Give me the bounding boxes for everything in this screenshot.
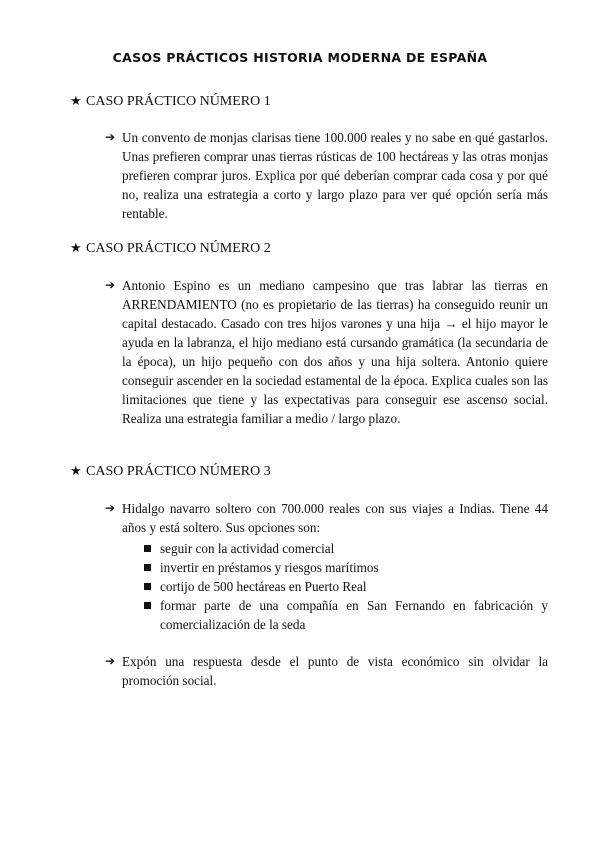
case-2-heading-text: CASO PRÁCTICO NÚMERO 2: [86, 241, 271, 256]
square-bullet-icon: [144, 564, 151, 571]
case-3-intro: [105, 499, 548, 537]
arrow-icon: ➔: [105, 278, 116, 292]
case-1-paragraph-text: Un convento de monjas clarisas tiene 100.000 reales y no sabe en qué gastarlos. Unas prefieren comprar unas tierras rústicas de 100 hectáreas y las otras monjas prefieren comprar juros. Explica por qué deberían comprar cada cosa y por qué no, realiza una estrategia a corto y largo plazo para ver qué opción sería más rentable.: [122, 130, 548, 221]
case-3-options-list: [142, 539, 548, 634]
square-bullet-icon: [144, 545, 151, 552]
square-bullet-icon: [144, 602, 151, 609]
case-1-paragraph: [105, 128, 548, 223]
case-1-heading-text: CASO PRÁCTICO NÚMERO 1: [86, 94, 271, 109]
list-item: invertir en préstamos y riesgos marítimos: [142, 558, 548, 577]
star-icon: ★: [70, 464, 82, 479]
case-3-heading: [70, 464, 271, 480]
arrow-icon: ➔: [105, 654, 116, 668]
case-3-closing-text: Expón una respuesta desde el punto de vista económico sin olvidar la promoción social.: [122, 654, 548, 688]
case-2-heading: [70, 241, 271, 257]
star-icon: ★: [70, 241, 82, 256]
list-item: formar parte de una compañía en San Fernando en fabricación y comercialización de la seda: [142, 596, 548, 634]
case-2-paragraph-text: Antonio Espino es un mediano campesino que tras labrar las tierras en ARRENDAMIENTO (no es propietario de las tierras) ha conseguido reunir un capital destacado. Casado con tres hijos varones y una hija → el hijo mayor le ayuda en la labranza, el hijo mediano está cursando gramática (la secundaria de la época), un hijo pequeño con dos años y una hija soltera. Antonio quiere conseguir ascender en la sociedad estamental de la época. Explica cuales son las limitaciones que tiene y las expectativas para conseguir ese ascenso social. Realiza una estrategia familiar a medio / largo plazo.: [122, 278, 548, 426]
case-3-heading-text: CASO PRÁCTICO NÚMERO 3: [86, 464, 271, 479]
list-item: seguir con la actividad comercial: [142, 539, 548, 558]
case-2-paragraph: [105, 276, 548, 428]
square-bullet-icon: [144, 583, 151, 590]
case-3-intro-text: Hidalgo navarro soltero con 700.000 reales con sus viajes a Indias. Tiene 44 años y está soltero. Sus opciones son:: [122, 501, 548, 535]
list-item: cortijo de 500 hectáreas en Puerto Real: [142, 577, 548, 596]
arrow-icon: ➔: [105, 501, 116, 515]
case-3-closing: [105, 652, 548, 690]
document-title: CASOS PRÁCTICOS HISTORIA MODERNA DE ESPAÑA: [112, 50, 488, 65]
case-1-heading: [70, 94, 271, 110]
star-icon: ★: [70, 94, 82, 109]
arrow-icon: ➔: [105, 130, 116, 144]
